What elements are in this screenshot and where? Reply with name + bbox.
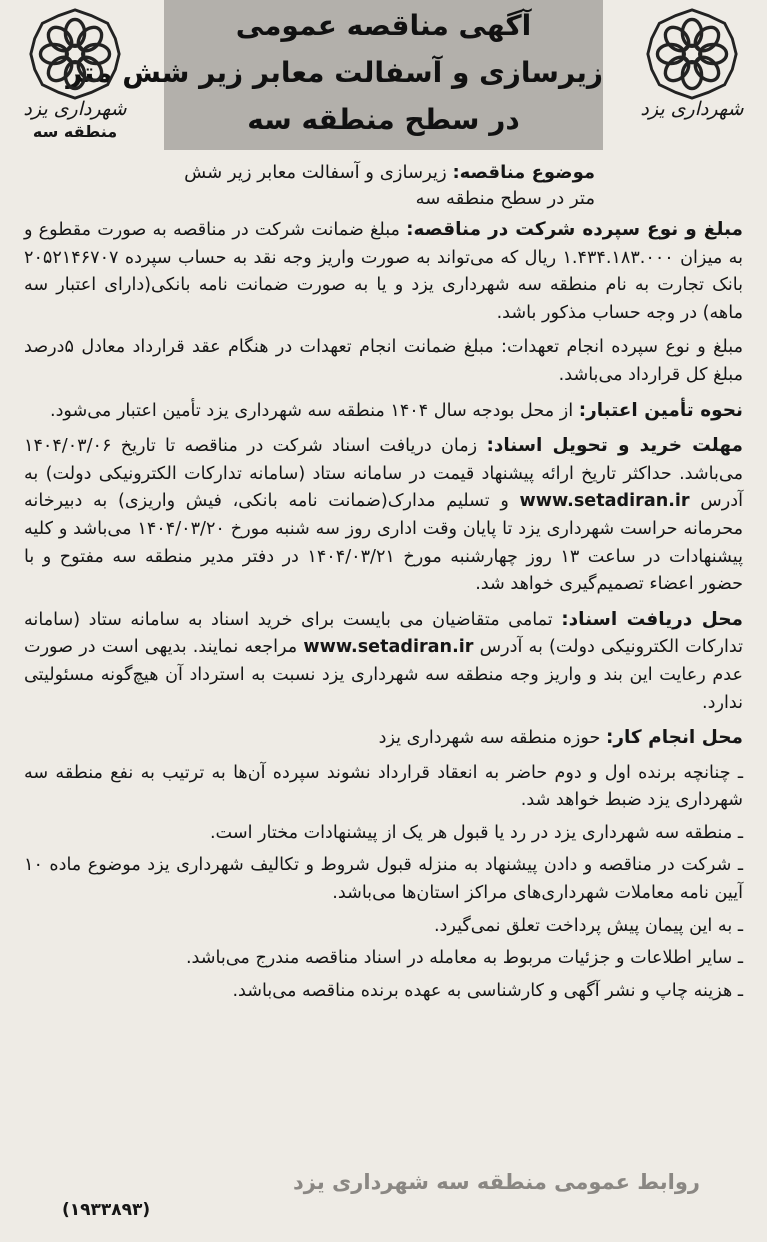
region-label: منطقه سه — [32, 122, 118, 141]
notice-body — [24, 216, 743, 1005]
logo-left — [14, 6, 136, 141]
conditions-list — [24, 760, 743, 1006]
performance-paragraph — [24, 334, 743, 389]
notice-title: آگهی مناقصه عمومی — [235, 9, 532, 42]
notice-title-line2: زیرسازی و آسفالت معابر زیر شش متر — [66, 56, 603, 89]
location-text: حوزه منطقه سه شهرداری یزد — [378, 728, 601, 749]
list-item: ـ منطقه سه شهرداری یزد در رد یا قبول هر یک از پیشنهادات مختار است. — [209, 822, 743, 843]
subject-paragraph — [162, 160, 595, 212]
deadline-text-1: زمان دریافت اسناد شرکت در مناقصه تا تاریخ ۱۴۰۴/۰۳/۰۶ می‌باشد. حداکثر تاریخ ارائه پیشنهاد قیمت در سامانه ستاد (سامانه تدارکات الکترونیکی دولت) به آدرس — [24, 436, 743, 512]
notice-header — [22, 0, 745, 209]
notice-title-line3: در سطح منطقه سه — [247, 103, 520, 136]
receipt-label: محل دریافت اسناد: — [561, 608, 743, 630]
logo-script-text: شهرداری یزد — [23, 98, 127, 120]
location-paragraph — [24, 724, 743, 753]
setadiran-link[interactable]: www.setadiran.ir — [519, 491, 690, 512]
performance-text: مبلغ و نوع سپرده انجام تعهدات: مبلغ ضمانت انجام تعهدات در هنگام عقد قرارداد معادل ۵درصد مبلغ کل قرارداد می‌باشد. — [24, 337, 743, 385]
public-relations-signature: روابط عمومی منطقه سه شهرداری یزد — [293, 1170, 700, 1194]
deadline-paragraph — [24, 432, 743, 599]
list-item: ـ به این پیمان پیش پرداخت تعلق نمی‌گیرد. — [433, 915, 743, 936]
notice-code: (۱۹۳۳۸۹۳) — [62, 1200, 151, 1220]
rosette-emblem-icon — [27, 6, 123, 102]
receipt-paragraph — [24, 606, 743, 717]
location-label: محل انجام کار: — [605, 727, 743, 749]
list-item: ـ سایر اطلاعات و جزئیات مربوط به معامله در اسناد مناقصه مندرج می‌باشد. — [185, 948, 743, 969]
subject-label: موضوع مناقصه: — [452, 162, 595, 183]
receipt-text-1: تمامی متقاضیان می بایست برای خرید اسناد به سامانه ستاد (سامانه تدارکات الکترونیکی دولت) به آدرس — [24, 609, 744, 658]
deposit-label: مبلغ و نوع سپرده شرکت در مناقصه: — [406, 219, 743, 240]
subject-text: زیرسازی و آسفالت معابر زیر شش متر در سطح منطقه سه — [184, 162, 595, 209]
setadiran-link[interactable]: www.setadiran.ir — [303, 637, 474, 658]
logo-script-text: شهرداری یزد — [640, 98, 744, 120]
logo-right — [631, 6, 753, 120]
deposit-text: مبلغ ضمانت شرکت در مناقصه به صورت مقطوع و به میزان ۱.۴۳۴.۱۸۳.۰۰۰ ریال که می‌تواند به صورت واریز وجه نقد به حساب سپرده ۲۰۵۲۱۴۶۷۰۷ بانک تجارت به نام منطقه سه شهرداری یزد و یا به صورت ضمانت نامه بانکی(دارای اعتبار سه ماهه) در وجه حساب مذکور باشد. — [24, 220, 744, 323]
deposit-paragraph — [24, 216, 743, 327]
rosette-emblem-icon — [644, 6, 740, 102]
list-item: ـ شرکت در مناقصه و دادن پیشنهاد به منزله قبول شروط و تکالیف شهرداری یزد موضوع ماده ۱۰ آیین نامه معاملات شهرداری‌های مراکز استان‌ها می‌باشد. — [24, 855, 743, 904]
deadline-label: مهلت خرید و تحویل اسناد: — [486, 435, 743, 457]
list-item: ـ چنانچه برنده اول و دوم حاضر به انعقاد قرارداد نشوند سپرده آن‌ها به ترتیب به نفع منطقه سه شهرداری یزد ضبط خواهد شد. — [24, 762, 743, 811]
list-item: ـ هزینه چاپ و نشر آگهی و کارشناسی به عهده برنده مناقصه می‌باشد. — [232, 980, 743, 1001]
receipt-text-2: مراجعه نمایند. بدیهی است در صورت عدم رعایت این بند و واریز وجه منطقه سه شهرداری یزد نسبت به استرداد آن هیچ‌گونه مسئولیتی ندارد. — [24, 637, 743, 713]
funding-label: نحوه تأمین اعتبار: — [578, 399, 743, 421]
deadline-text-2: و تسلیم مدارک(ضمانت نامه بانکی، فیش واریزی) به دبیرخانه محرمانه حراست شهرداری یزد تا پایان وقت اداری روز سه شنبه مورخ ۱۴۰۴/۰۳/۲۰ می‌باشد و کلیه پیشنهادات در ساعت ۱۳ روز چهارشنبه مورخ ۱۴۰۴/۰۳/۲۱ در دفتر مدیر منطقه سه مفتوح و با حضور اعضاء تصمیم‌گیری خواهد شد. — [24, 491, 743, 595]
funding-paragraph — [24, 397, 743, 426]
funding-text: از محل بودجه سال ۱۴۰۴ منطقه سه شهرداری یزد تأمین اعتبار می‌شود. — [50, 400, 574, 421]
